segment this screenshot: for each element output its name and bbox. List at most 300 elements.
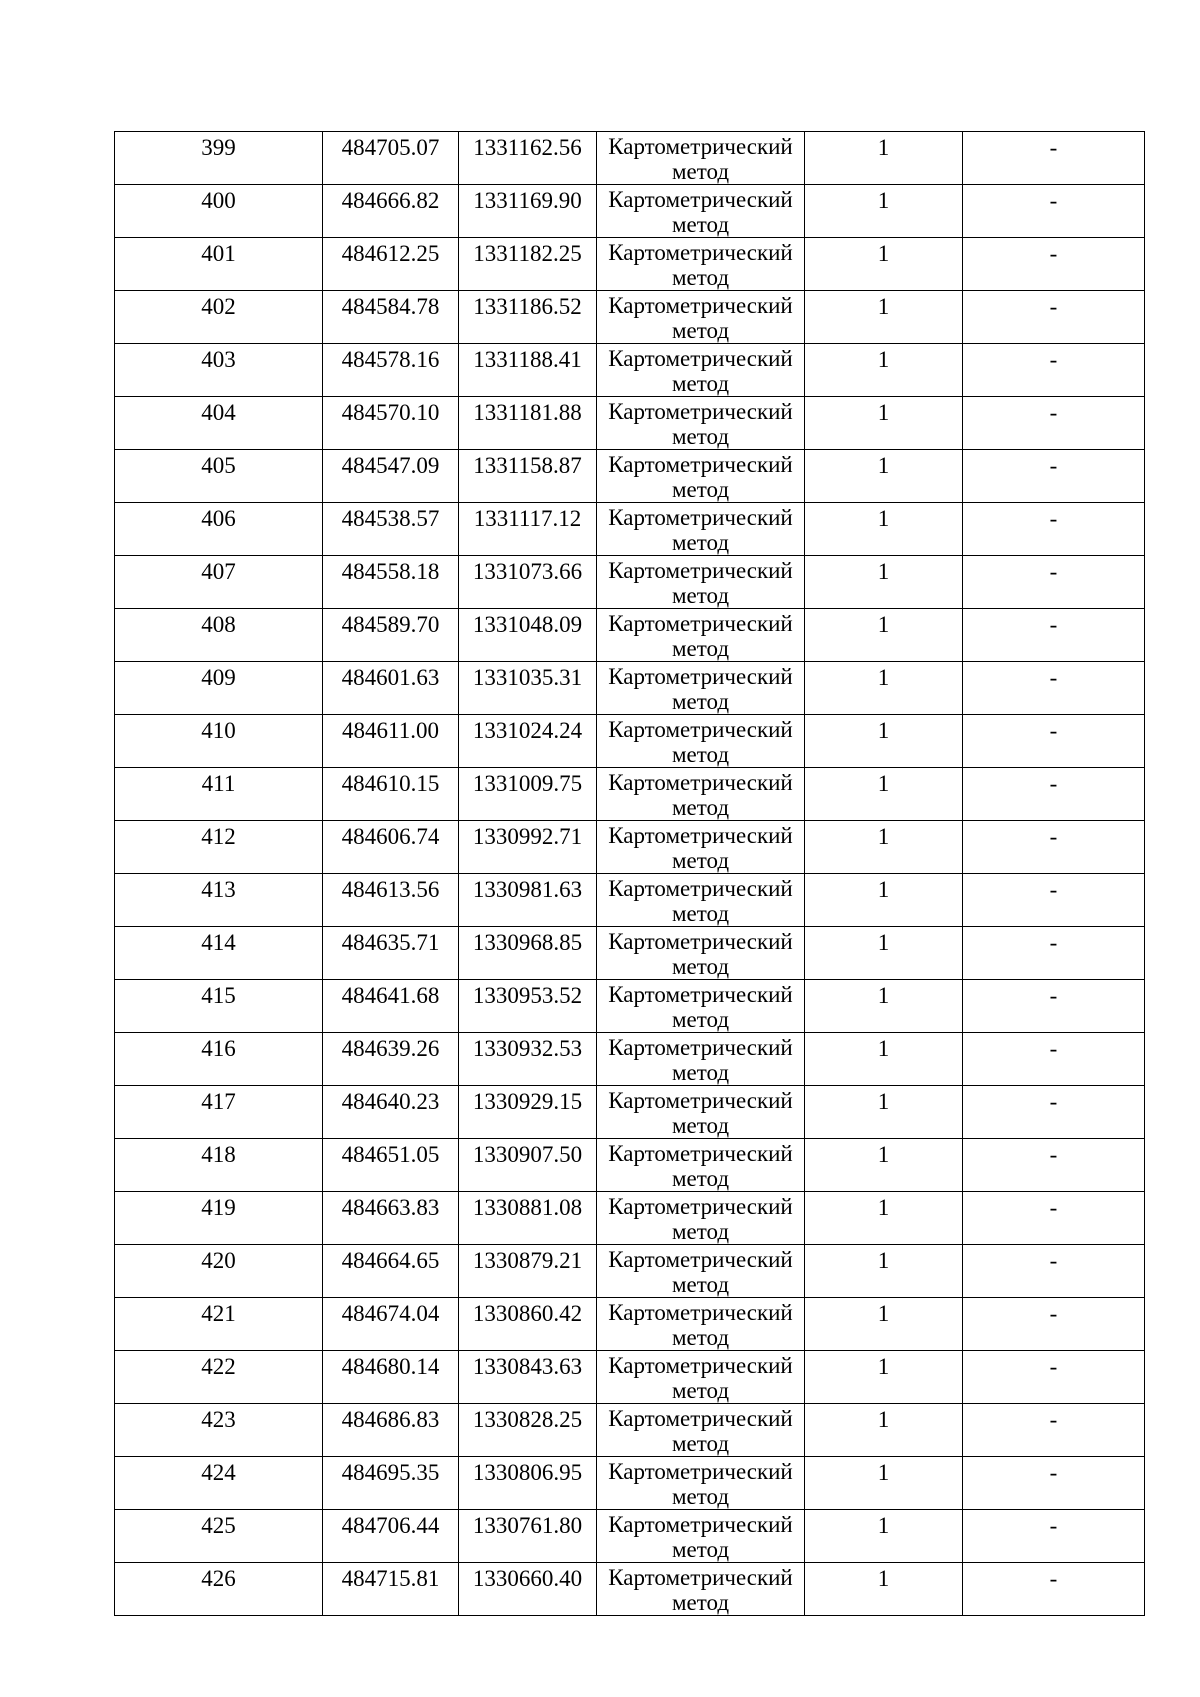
note-cell-text: - xyxy=(1049,453,1058,478)
method-cell xyxy=(597,1510,805,1563)
y-coordinate-cell-text: 1330860.42 xyxy=(472,1301,583,1326)
y-coordinate-cell-text: 1331182.25 xyxy=(473,241,582,266)
accuracy-cell-text: 1 xyxy=(877,135,890,160)
note-cell-text: - xyxy=(1049,1195,1058,1220)
note-cell xyxy=(963,1033,1145,1086)
table-row xyxy=(115,1457,1145,1510)
accuracy-cell xyxy=(805,662,963,715)
x-coordinate-cell-text: 484538.57 xyxy=(341,506,440,531)
table-row xyxy=(115,662,1145,715)
point-number-cell xyxy=(115,503,323,556)
method-cell-text: Картометрический метод xyxy=(608,717,793,767)
note-cell-text: - xyxy=(1049,1407,1058,1432)
note-cell-text: - xyxy=(1049,983,1058,1008)
point-number-cell-text: 416 xyxy=(201,1036,236,1061)
y-coordinate-cell xyxy=(459,1510,597,1563)
note-cell xyxy=(963,185,1145,238)
x-coordinate-cell-text: 484570.10 xyxy=(341,400,440,425)
y-coordinate-cell xyxy=(459,344,597,397)
point-number-cell xyxy=(115,1192,323,1245)
y-coordinate-cell-text: 1330660.40 xyxy=(472,1566,583,1591)
accuracy-cell xyxy=(805,185,963,238)
note-cell xyxy=(963,1086,1145,1139)
x-coordinate-cell-text: 484680.14 xyxy=(341,1354,440,1379)
point-number-cell xyxy=(115,874,323,927)
x-coordinate-cell xyxy=(323,768,459,821)
method-cell xyxy=(597,238,805,291)
x-coordinate-cell xyxy=(323,1351,459,1404)
accuracy-cell-text: 1 xyxy=(877,877,890,902)
table-row xyxy=(115,1298,1145,1351)
point-number-cell-text: 412 xyxy=(201,824,236,849)
method-cell-text: Картометрический метод xyxy=(608,505,793,555)
y-coordinate-cell xyxy=(459,662,597,715)
y-coordinate-cell-text: 1330828.25 xyxy=(472,1407,583,1432)
x-coordinate-cell xyxy=(323,185,459,238)
accuracy-cell-text: 1 xyxy=(877,983,890,1008)
note-cell-text: - xyxy=(1049,665,1058,690)
y-coordinate-cell xyxy=(459,609,597,662)
y-coordinate-cell-text: 1330907.50 xyxy=(472,1142,583,1167)
table-row xyxy=(115,238,1145,291)
x-coordinate-cell-text: 484601.63 xyxy=(341,665,440,690)
accuracy-cell-text: 1 xyxy=(877,294,890,319)
x-coordinate-cell xyxy=(323,821,459,874)
note-cell-text: - xyxy=(1049,718,1058,743)
x-coordinate-cell xyxy=(323,1457,459,1510)
note-cell-text: - xyxy=(1049,1089,1058,1114)
point-number-cell-text: 414 xyxy=(201,930,236,955)
accuracy-cell xyxy=(805,1404,963,1457)
y-coordinate-cell-text: 1330761.80 xyxy=(472,1513,583,1538)
note-cell xyxy=(963,1563,1145,1616)
note-cell xyxy=(963,1457,1145,1510)
y-coordinate-cell xyxy=(459,1298,597,1351)
method-cell xyxy=(597,927,805,980)
y-coordinate-cell xyxy=(459,927,597,980)
y-coordinate-cell-text: 1330879.21 xyxy=(472,1248,583,1273)
x-coordinate-cell-text: 484584.78 xyxy=(341,294,440,319)
table-body xyxy=(115,132,1145,1616)
table-row xyxy=(115,1351,1145,1404)
x-coordinate-cell-text: 484641.68 xyxy=(341,983,440,1008)
point-number-cell-text: 415 xyxy=(201,983,236,1008)
x-coordinate-cell-text: 484547.09 xyxy=(341,453,440,478)
note-cell xyxy=(963,503,1145,556)
method-cell-text: Картометрический метод xyxy=(608,823,793,873)
y-coordinate-cell-text: 1331048.09 xyxy=(472,612,583,637)
point-number-cell-text: 407 xyxy=(201,559,236,584)
method-cell-text: Картометрический метод xyxy=(608,558,793,608)
note-cell xyxy=(963,397,1145,450)
method-cell-text: Картометрический метод xyxy=(608,1406,793,1456)
note-cell-text: - xyxy=(1049,930,1058,955)
accuracy-cell-text: 1 xyxy=(877,347,890,372)
point-number-cell xyxy=(115,821,323,874)
accuracy-cell xyxy=(805,1298,963,1351)
method-cell xyxy=(597,344,805,397)
accuracy-cell-text: 1 xyxy=(877,1354,890,1379)
method-cell-text: Картометрический метод xyxy=(608,452,793,502)
accuracy-cell-text: 1 xyxy=(877,400,890,425)
y-coordinate-cell xyxy=(459,1033,597,1086)
accuracy-cell xyxy=(805,238,963,291)
coordinates-table xyxy=(114,131,1145,1616)
method-cell xyxy=(597,132,805,185)
point-number-cell-text: 411 xyxy=(201,771,236,796)
y-coordinate-cell-text: 1331073.66 xyxy=(472,559,583,584)
accuracy-cell xyxy=(805,291,963,344)
note-cell-text: - xyxy=(1049,1248,1058,1273)
x-coordinate-cell xyxy=(323,1192,459,1245)
point-number-cell-text: 425 xyxy=(201,1513,236,1538)
method-cell-text: Картометрический метод xyxy=(608,611,793,661)
x-coordinate-cell-text: 484715.81 xyxy=(341,1566,440,1591)
point-number-cell xyxy=(115,1086,323,1139)
method-cell xyxy=(597,1033,805,1086)
method-cell-text: Картометрический метод xyxy=(608,982,793,1032)
y-coordinate-cell-text: 1330992.71 xyxy=(472,824,583,849)
table-row xyxy=(115,450,1145,503)
point-number-cell xyxy=(115,768,323,821)
x-coordinate-cell-text: 484695.35 xyxy=(341,1460,440,1485)
point-number-cell xyxy=(115,185,323,238)
y-coordinate-cell xyxy=(459,874,597,927)
method-cell-text: Картометрический метод xyxy=(608,1459,793,1509)
accuracy-cell-text: 1 xyxy=(877,1195,890,1220)
accuracy-cell xyxy=(805,1245,963,1298)
method-cell-text: Картометрический метод xyxy=(608,1353,793,1403)
point-number-cell xyxy=(115,927,323,980)
y-coordinate-cell-text: 1331162.56 xyxy=(473,135,582,160)
accuracy-cell-text: 1 xyxy=(877,612,890,637)
note-cell-text: - xyxy=(1049,506,1058,531)
x-coordinate-cell xyxy=(323,927,459,980)
table-row xyxy=(115,821,1145,874)
x-coordinate-cell xyxy=(323,1086,459,1139)
y-coordinate-cell xyxy=(459,1192,597,1245)
accuracy-cell-text: 1 xyxy=(877,453,890,478)
table-row xyxy=(115,556,1145,609)
method-cell xyxy=(597,874,805,927)
point-number-cell-text: 421 xyxy=(201,1301,236,1326)
note-cell-text: - xyxy=(1049,1301,1058,1326)
point-number-cell xyxy=(115,132,323,185)
method-cell xyxy=(597,450,805,503)
accuracy-cell-text: 1 xyxy=(877,1301,890,1326)
method-cell xyxy=(597,1245,805,1298)
method-cell-text: Картометрический метод xyxy=(608,1300,793,1350)
table-row xyxy=(115,397,1145,450)
y-coordinate-cell xyxy=(459,1245,597,1298)
table-row xyxy=(115,1086,1145,1139)
point-number-cell-text: 401 xyxy=(201,241,236,266)
y-coordinate-cell xyxy=(459,1563,597,1616)
x-coordinate-cell xyxy=(323,1139,459,1192)
y-coordinate-cell-text: 1330953.52 xyxy=(472,983,583,1008)
x-coordinate-cell xyxy=(323,1033,459,1086)
note-cell xyxy=(963,1192,1145,1245)
x-coordinate-cell-text: 484635.71 xyxy=(341,930,440,955)
accuracy-cell-text: 1 xyxy=(877,824,890,849)
accuracy-cell-text: 1 xyxy=(877,559,890,584)
accuracy-cell-text: 1 xyxy=(877,665,890,690)
note-cell-text: - xyxy=(1049,771,1058,796)
point-number-cell xyxy=(115,1457,323,1510)
note-cell xyxy=(963,768,1145,821)
point-number-cell-text: 402 xyxy=(201,294,236,319)
point-number-cell-text: 418 xyxy=(201,1142,236,1167)
note-cell xyxy=(963,132,1145,185)
point-number-cell xyxy=(115,1510,323,1563)
x-coordinate-cell-text: 484612.25 xyxy=(341,241,440,266)
method-cell xyxy=(597,1298,805,1351)
y-coordinate-cell xyxy=(459,768,597,821)
y-coordinate-cell-text: 1330981.63 xyxy=(472,877,583,902)
note-cell xyxy=(963,1245,1145,1298)
table-row xyxy=(115,344,1145,397)
method-cell-text: Картометрический метод xyxy=(608,1512,793,1562)
accuracy-cell xyxy=(805,1086,963,1139)
accuracy-cell xyxy=(805,1139,963,1192)
point-number-cell xyxy=(115,344,323,397)
accuracy-cell xyxy=(805,609,963,662)
y-coordinate-cell-text: 1331188.41 xyxy=(473,347,582,372)
point-number-cell xyxy=(115,1139,323,1192)
accuracy-cell-text: 1 xyxy=(877,1407,890,1432)
note-cell xyxy=(963,1404,1145,1457)
method-cell xyxy=(597,185,805,238)
table-row xyxy=(115,927,1145,980)
note-cell-text: - xyxy=(1049,1566,1058,1591)
method-cell xyxy=(597,980,805,1033)
point-number-cell xyxy=(115,609,323,662)
y-coordinate-cell-text: 1330932.53 xyxy=(472,1036,583,1061)
accuracy-cell xyxy=(805,1563,963,1616)
note-cell-text: - xyxy=(1049,1513,1058,1538)
accuracy-cell xyxy=(805,450,963,503)
table-row xyxy=(115,132,1145,185)
x-coordinate-cell xyxy=(323,1298,459,1351)
method-cell-text: Картометрический метод xyxy=(608,1035,793,1085)
accuracy-cell-text: 1 xyxy=(877,1248,890,1273)
x-coordinate-cell-text: 484639.26 xyxy=(341,1036,440,1061)
y-coordinate-cell xyxy=(459,821,597,874)
method-cell xyxy=(597,609,805,662)
y-coordinate-cell xyxy=(459,1351,597,1404)
table-row xyxy=(115,1033,1145,1086)
method-cell xyxy=(597,662,805,715)
x-coordinate-cell xyxy=(323,503,459,556)
accuracy-cell xyxy=(805,397,963,450)
point-number-cell xyxy=(115,1033,323,1086)
method-cell-text: Картометрический метод xyxy=(608,1247,793,1297)
x-coordinate-cell-text: 484611.00 xyxy=(342,718,439,743)
x-coordinate-cell-text: 484578.16 xyxy=(341,347,440,372)
x-coordinate-cell-text: 484640.23 xyxy=(341,1089,440,1114)
point-number-cell xyxy=(115,715,323,768)
point-number-cell xyxy=(115,1298,323,1351)
table-row xyxy=(115,609,1145,662)
accuracy-cell xyxy=(805,556,963,609)
note-cell-text: - xyxy=(1049,1142,1058,1167)
accuracy-cell-text: 1 xyxy=(877,930,890,955)
x-coordinate-cell-text: 484651.05 xyxy=(341,1142,440,1167)
x-coordinate-cell xyxy=(323,609,459,662)
point-number-cell-text: 408 xyxy=(201,612,236,637)
x-coordinate-cell-text: 484664.65 xyxy=(341,1248,440,1273)
y-coordinate-cell xyxy=(459,556,597,609)
note-cell-text: - xyxy=(1049,400,1058,425)
x-coordinate-cell xyxy=(323,291,459,344)
point-number-cell xyxy=(115,1245,323,1298)
note-cell xyxy=(963,450,1145,503)
note-cell xyxy=(963,609,1145,662)
x-coordinate-cell xyxy=(323,1245,459,1298)
point-number-cell xyxy=(115,980,323,1033)
table-row xyxy=(115,1139,1145,1192)
point-number-cell-text: 424 xyxy=(201,1460,236,1485)
method-cell-text: Картометрический метод xyxy=(608,1088,793,1138)
y-coordinate-cell xyxy=(459,1086,597,1139)
table-row xyxy=(115,874,1145,927)
accuracy-cell-text: 1 xyxy=(877,771,890,796)
note-cell xyxy=(963,1351,1145,1404)
point-number-cell xyxy=(115,238,323,291)
method-cell-text: Картометрический метод xyxy=(608,664,793,714)
y-coordinate-cell xyxy=(459,1139,597,1192)
x-coordinate-cell xyxy=(323,1404,459,1457)
method-cell xyxy=(597,291,805,344)
y-coordinate-cell-text: 1330881.08 xyxy=(472,1195,583,1220)
table-row xyxy=(115,768,1145,821)
point-number-cell-text: 423 xyxy=(201,1407,236,1432)
y-coordinate-cell-text: 1330806.95 xyxy=(472,1460,583,1485)
accuracy-cell-text: 1 xyxy=(877,1036,890,1061)
note-cell-text: - xyxy=(1049,1036,1058,1061)
method-cell-text: Картометрический метод xyxy=(608,187,793,237)
accuracy-cell-text: 1 xyxy=(877,241,890,266)
point-number-cell xyxy=(115,291,323,344)
note-cell xyxy=(963,238,1145,291)
method-cell xyxy=(597,715,805,768)
method-cell xyxy=(597,821,805,874)
accuracy-cell-text: 1 xyxy=(877,1566,890,1591)
note-cell xyxy=(963,291,1145,344)
table-row xyxy=(115,1563,1145,1616)
method-cell-text: Картометрический метод xyxy=(608,1565,793,1615)
point-number-cell-text: 422 xyxy=(201,1354,236,1379)
y-coordinate-cell xyxy=(459,503,597,556)
point-number-cell xyxy=(115,1404,323,1457)
point-number-cell-text: 406 xyxy=(201,506,236,531)
note-cell xyxy=(963,344,1145,397)
accuracy-cell xyxy=(805,874,963,927)
y-coordinate-cell-text: 1331181.88 xyxy=(473,400,582,425)
accuracy-cell-text: 1 xyxy=(877,188,890,213)
accuracy-cell xyxy=(805,344,963,397)
method-cell xyxy=(597,397,805,450)
x-coordinate-cell xyxy=(323,874,459,927)
note-cell-text: - xyxy=(1049,1460,1058,1485)
x-coordinate-cell-text: 484666.82 xyxy=(341,188,440,213)
point-number-cell xyxy=(115,450,323,503)
note-cell-text: - xyxy=(1049,294,1058,319)
note-cell xyxy=(963,980,1145,1033)
point-number-cell xyxy=(115,556,323,609)
note-cell-text: - xyxy=(1049,135,1058,160)
table-row xyxy=(115,1192,1145,1245)
note-cell-text: - xyxy=(1049,188,1058,213)
point-number-cell-text: 417 xyxy=(201,1089,236,1114)
y-coordinate-cell xyxy=(459,980,597,1033)
x-coordinate-cell-text: 484558.18 xyxy=(341,559,440,584)
method-cell xyxy=(597,1139,805,1192)
x-coordinate-cell-text: 484613.56 xyxy=(341,877,440,902)
accuracy-cell-text: 1 xyxy=(877,1513,890,1538)
note-cell xyxy=(963,1298,1145,1351)
method-cell-text: Картометрический метод xyxy=(608,240,793,290)
y-coordinate-cell-text: 1331169.90 xyxy=(473,188,582,213)
method-cell-text: Картометрический метод xyxy=(608,1141,793,1191)
note-cell xyxy=(963,874,1145,927)
y-coordinate-cell xyxy=(459,397,597,450)
table-row xyxy=(115,980,1145,1033)
method-cell xyxy=(597,556,805,609)
x-coordinate-cell-text: 484705.07 xyxy=(341,135,440,160)
y-coordinate-cell-text: 1331186.52 xyxy=(473,294,582,319)
y-coordinate-cell-text: 1330843.63 xyxy=(472,1354,583,1379)
x-coordinate-cell-text: 484606.74 xyxy=(341,824,440,849)
table-row xyxy=(115,185,1145,238)
table-row xyxy=(115,291,1145,344)
y-coordinate-cell xyxy=(459,715,597,768)
y-coordinate-cell xyxy=(459,1457,597,1510)
x-coordinate-cell xyxy=(323,450,459,503)
point-number-cell-text: 403 xyxy=(201,347,236,372)
y-coordinate-cell-text: 1331035.31 xyxy=(472,665,583,690)
method-cell xyxy=(597,503,805,556)
accuracy-cell xyxy=(805,980,963,1033)
y-coordinate-cell-text: 1331009.75 xyxy=(472,771,583,796)
accuracy-cell-text: 1 xyxy=(877,506,890,531)
note-cell xyxy=(963,715,1145,768)
x-coordinate-cell xyxy=(323,344,459,397)
x-coordinate-cell-text: 484674.04 xyxy=(341,1301,440,1326)
note-cell xyxy=(963,927,1145,980)
x-coordinate-cell xyxy=(323,662,459,715)
method-cell-text: Картометрический метод xyxy=(608,929,793,979)
accuracy-cell xyxy=(805,768,963,821)
point-number-cell-text: 405 xyxy=(201,453,236,478)
point-number-cell-text: 413 xyxy=(201,877,236,902)
note-cell-text: - xyxy=(1049,824,1058,849)
y-coordinate-cell-text: 1331024.24 xyxy=(472,718,583,743)
note-cell-text: - xyxy=(1049,1354,1058,1379)
x-coordinate-cell-text: 484706.44 xyxy=(341,1513,440,1538)
point-number-cell xyxy=(115,1351,323,1404)
accuracy-cell xyxy=(805,715,963,768)
x-coordinate-cell xyxy=(323,1563,459,1616)
x-coordinate-cell-text: 484663.83 xyxy=(341,1195,440,1220)
x-coordinate-cell xyxy=(323,1510,459,1563)
note-cell-text: - xyxy=(1049,612,1058,637)
note-cell-text: - xyxy=(1049,241,1058,266)
x-coordinate-cell-text: 484589.70 xyxy=(341,612,440,637)
method-cell-text: Картометрический метод xyxy=(608,876,793,926)
accuracy-cell xyxy=(805,132,963,185)
note-cell xyxy=(963,662,1145,715)
